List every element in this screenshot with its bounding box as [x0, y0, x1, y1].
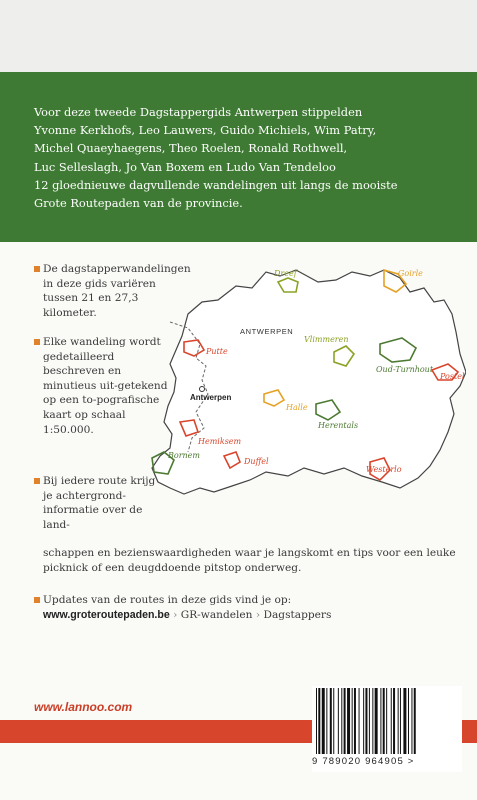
- bullet-updates: [43, 593, 463, 622]
- bullet-text: De dagstapperwandelingen in deze gids variëren tussen 21 en 27,3 kilometer.: [43, 263, 191, 319]
- bullet-text: Updates van de routes in deze gids vind je op:: [43, 594, 292, 606]
- publisher-url[interactable]: www.lannoo.com: [34, 700, 133, 714]
- province-map: [148, 262, 466, 502]
- breadcrumb-separator: ›: [252, 608, 264, 621]
- bullet-background-info: [43, 474, 159, 532]
- bullet-distance: [43, 262, 193, 320]
- bullet-square-icon: [34, 478, 40, 484]
- route-label-bornem: Bornem: [168, 451, 200, 460]
- bullet-square-icon: [34, 597, 40, 603]
- breadcrumb-item: Dagstappers: [263, 608, 332, 621]
- bullet-square-icon: [34, 339, 40, 345]
- city-label: Antwerpen: [190, 393, 232, 402]
- route-label-oud-turnhout: Oud-Turnhout: [376, 365, 434, 374]
- route-label-dreef: Dreef: [274, 269, 297, 278]
- bullet-text: Elke wandeling wordt gedetailleerd beschreven en minutieus uit-getekend op een to-pografische kaart op schaal 1:50.000.: [43, 336, 168, 436]
- barcode-image: [316, 688, 446, 754]
- barcode-digits: 9 789020 964905 >: [312, 756, 415, 767]
- intro-panel: [0, 72, 477, 242]
- bullet-background-info-cont: schappen en bezienswaardigheden waar je langskomt en tips voor een leuke picknick of een deugddoende pitstop onderweg.: [43, 547, 456, 574]
- route-label-herentals: Herentals: [318, 421, 359, 430]
- route-label-goirle: Goirle: [398, 269, 423, 278]
- bullet-square-icon: [34, 266, 40, 272]
- bullet-text: Bij iedere route krijg je achtergrond-informatie over de land-: [43, 475, 156, 531]
- intro-line: Voor deze tweede Dagstappergids Antwerpen stippelden: [34, 105, 363, 119]
- province-outline: [152, 270, 466, 494]
- route-label-hemiksem: Hemiksem: [198, 437, 242, 446]
- route-label-postel: Postel: [440, 372, 465, 381]
- groteroutepaden-link[interactable]: www.groteroutepaden.be: [43, 608, 170, 621]
- breadcrumb-item: GR-wandelen: [180, 608, 253, 621]
- intro-line: Michel Quaeyhaegens, Theo Roelen, Ronald Rothwell,: [34, 141, 348, 156]
- footer-strip: [0, 772, 477, 800]
- route-label-duffel: Duffel: [244, 457, 269, 466]
- route-label-putte: Putte: [206, 347, 228, 356]
- intro-line: 12 gloednieuwe dagvullende wandelingen uit langs de mooiste: [34, 177, 398, 192]
- province-label: ANTWERPEN: [240, 327, 294, 336]
- intro-line: Grote Routepaden van de provincie.: [34, 196, 243, 211]
- route-label-vlimmeren: Vlimmeren: [304, 335, 349, 344]
- breadcrumb-separator: ›: [169, 608, 181, 621]
- barcode-area: [312, 686, 462, 772]
- route-label-halle: Halle: [286, 403, 308, 412]
- bullet-description: [43, 335, 173, 437]
- top-band: [0, 0, 477, 72]
- route-label-westerlo: Westerlo: [366, 465, 402, 474]
- intro-line: Yvonne Kerkhofs, Leo Lauwers, Guido Michiels, Wim Patry,: [34, 123, 377, 138]
- intro-line: Luc Selleslagh, Jo Van Boxem en Ludo Van Tendeloo: [34, 159, 336, 174]
